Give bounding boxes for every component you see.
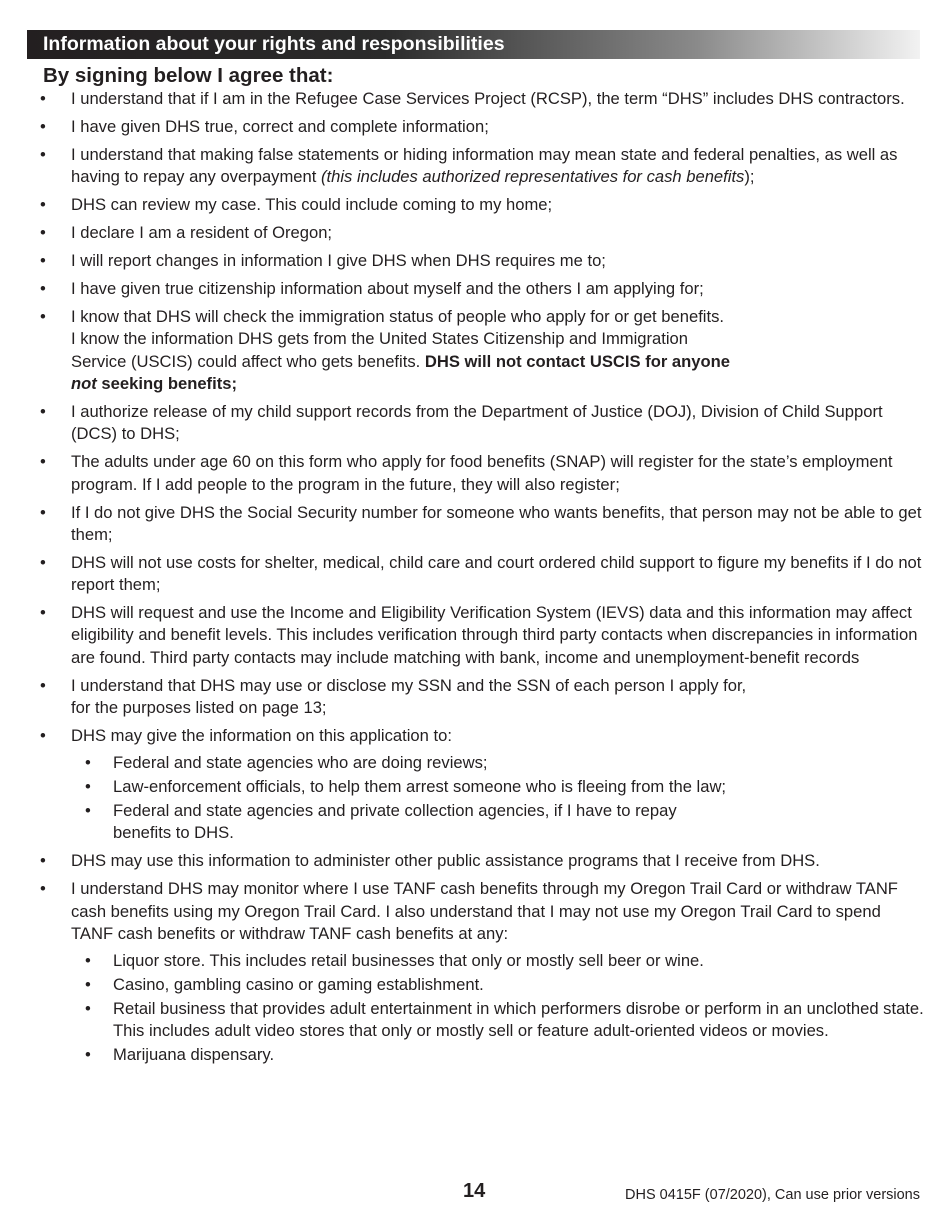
agreement-list bbox=[40, 88, 926, 1066]
agreement-subheading: By signing below I agree that: bbox=[43, 64, 334, 87]
sub-list-item: • Retail business that provides adult entertainment in which performers disrobe or perform in an unclothed state. This includes adult video stores that only or mostly sell or feature adult-oriented videos or movies. bbox=[71, 998, 926, 1043]
form-identifier: DHS 0415F (07/2020), Can use prior versions bbox=[625, 1187, 920, 1203]
list-item: • I understand that DHS may use or disclose my SSN and the SSN of each person I apply for, for the purposes listed on page 13; bbox=[40, 675, 926, 720]
list-item: • I know that DHS will check the immigration status of people who apply for or get benefits. I know the information DHS gets from the United States Citizenship and Immigration Service (USCIS) could affect who gets benefits. DHS will not contact USCIS for anyone not seeking benefits; bbox=[40, 306, 926, 395]
list-item: • I will report changes in information I give DHS when DHS requires me to; bbox=[40, 250, 926, 272]
list-item: • DHS will request and use the Income and Eligibility Verification System (IEVS) data and this information may affect eligibility and benefit levels. This includes verification through third party contacts when discrepancies in information are found. Third party contacts may include matching with bank, income and unemployment-benefit records bbox=[40, 602, 926, 669]
list-item: • I declare I am a resident of Oregon; bbox=[40, 222, 926, 244]
list-item: • I understand DHS may monitor where I use TANF cash benefits through my Oregon Trail Card or withdraw TANF cash benefits using my Oregon Trail Card. I also understand that I may not use my Oregon Trail Card to spend TANF cash benefits or withdraw TANF cash benefits at any: • Liquor store. This includes retail businesses that only or mostly sell beer or wine. • Casino, gambling casino or gaming establishment. • Retail business that provides adult entertainment in which performers disrobe or perform in an unclothed state. This includes adult video stores that only or mostly sell or feature adult-oriented videos or movies. • Marijuana dispensary. bbox=[40, 878, 926, 1066]
sub-list bbox=[71, 752, 926, 844]
list-item: • I authorize release of my child support records from the Department of Justice (DOJ), Division of Child Support (DCS) to DHS; bbox=[40, 401, 926, 446]
agreement-list-container bbox=[40, 88, 926, 1072]
list-item: • I have given true citizenship information about myself and the others I am applying for; bbox=[40, 278, 926, 300]
list-item: • I understand that making false statements or hiding information may mean state and federal penalties, as well as having to repay any overpayment (this includes authorized representatives for cash benefits); bbox=[40, 144, 926, 189]
sub-list-item: • Liquor store. This includes retail businesses that only or mostly sell beer or wine. bbox=[71, 950, 926, 972]
sub-list-item: • Casino, gambling casino or gaming establishment. bbox=[71, 974, 926, 996]
list-item: • DHS may give the information on this application to: • Federal and state agencies who are doing reviews; • Law-enforcement officials, to help them arrest someone who is fleeing from the law; • Federal and state agencies and private collection agencies, if I have to repay benefits to DHS. bbox=[40, 725, 926, 844]
list-item: • The adults under age 60 on this form who apply for food benefits (SNAP) will register for the state’s employment program. If I add people to the program in the future, they will also register; bbox=[40, 451, 926, 496]
sub-list-item: • Law-enforcement officials, to help them arrest someone who is fleeing from the law; bbox=[71, 776, 926, 798]
sub-list bbox=[71, 950, 926, 1066]
list-item: • I have given DHS true, correct and complete information; bbox=[40, 116, 926, 138]
list-item: • DHS may use this information to administer other public assistance programs that I receive from DHS. bbox=[40, 850, 926, 872]
sub-list-item: • Federal and state agencies who are doing reviews; bbox=[71, 752, 926, 774]
section-title: Information about your rights and responsibilities bbox=[43, 33, 505, 55]
sub-list-item: • Marijuana dispensary. bbox=[71, 1044, 926, 1066]
list-item: • DHS will not use costs for shelter, medical, child care and court ordered child support to figure my benefits if I do not report them; bbox=[40, 552, 926, 597]
section-header-bar bbox=[27, 30, 920, 59]
page-number: 14 bbox=[463, 1180, 486, 1202]
list-item: • I understand that if I am in the Refugee Case Services Project (RCSP), the term “DHS” includes DHS contractors. bbox=[40, 88, 926, 110]
sub-list-item: • Federal and state agencies and private collection agencies, if I have to repay benefits to DHS. bbox=[71, 800, 926, 845]
list-item: • DHS can review my case. This could include coming to my home; bbox=[40, 194, 926, 216]
list-item: • If I do not give DHS the Social Security number for someone who wants benefits, that person may not be able to get them; bbox=[40, 502, 926, 547]
